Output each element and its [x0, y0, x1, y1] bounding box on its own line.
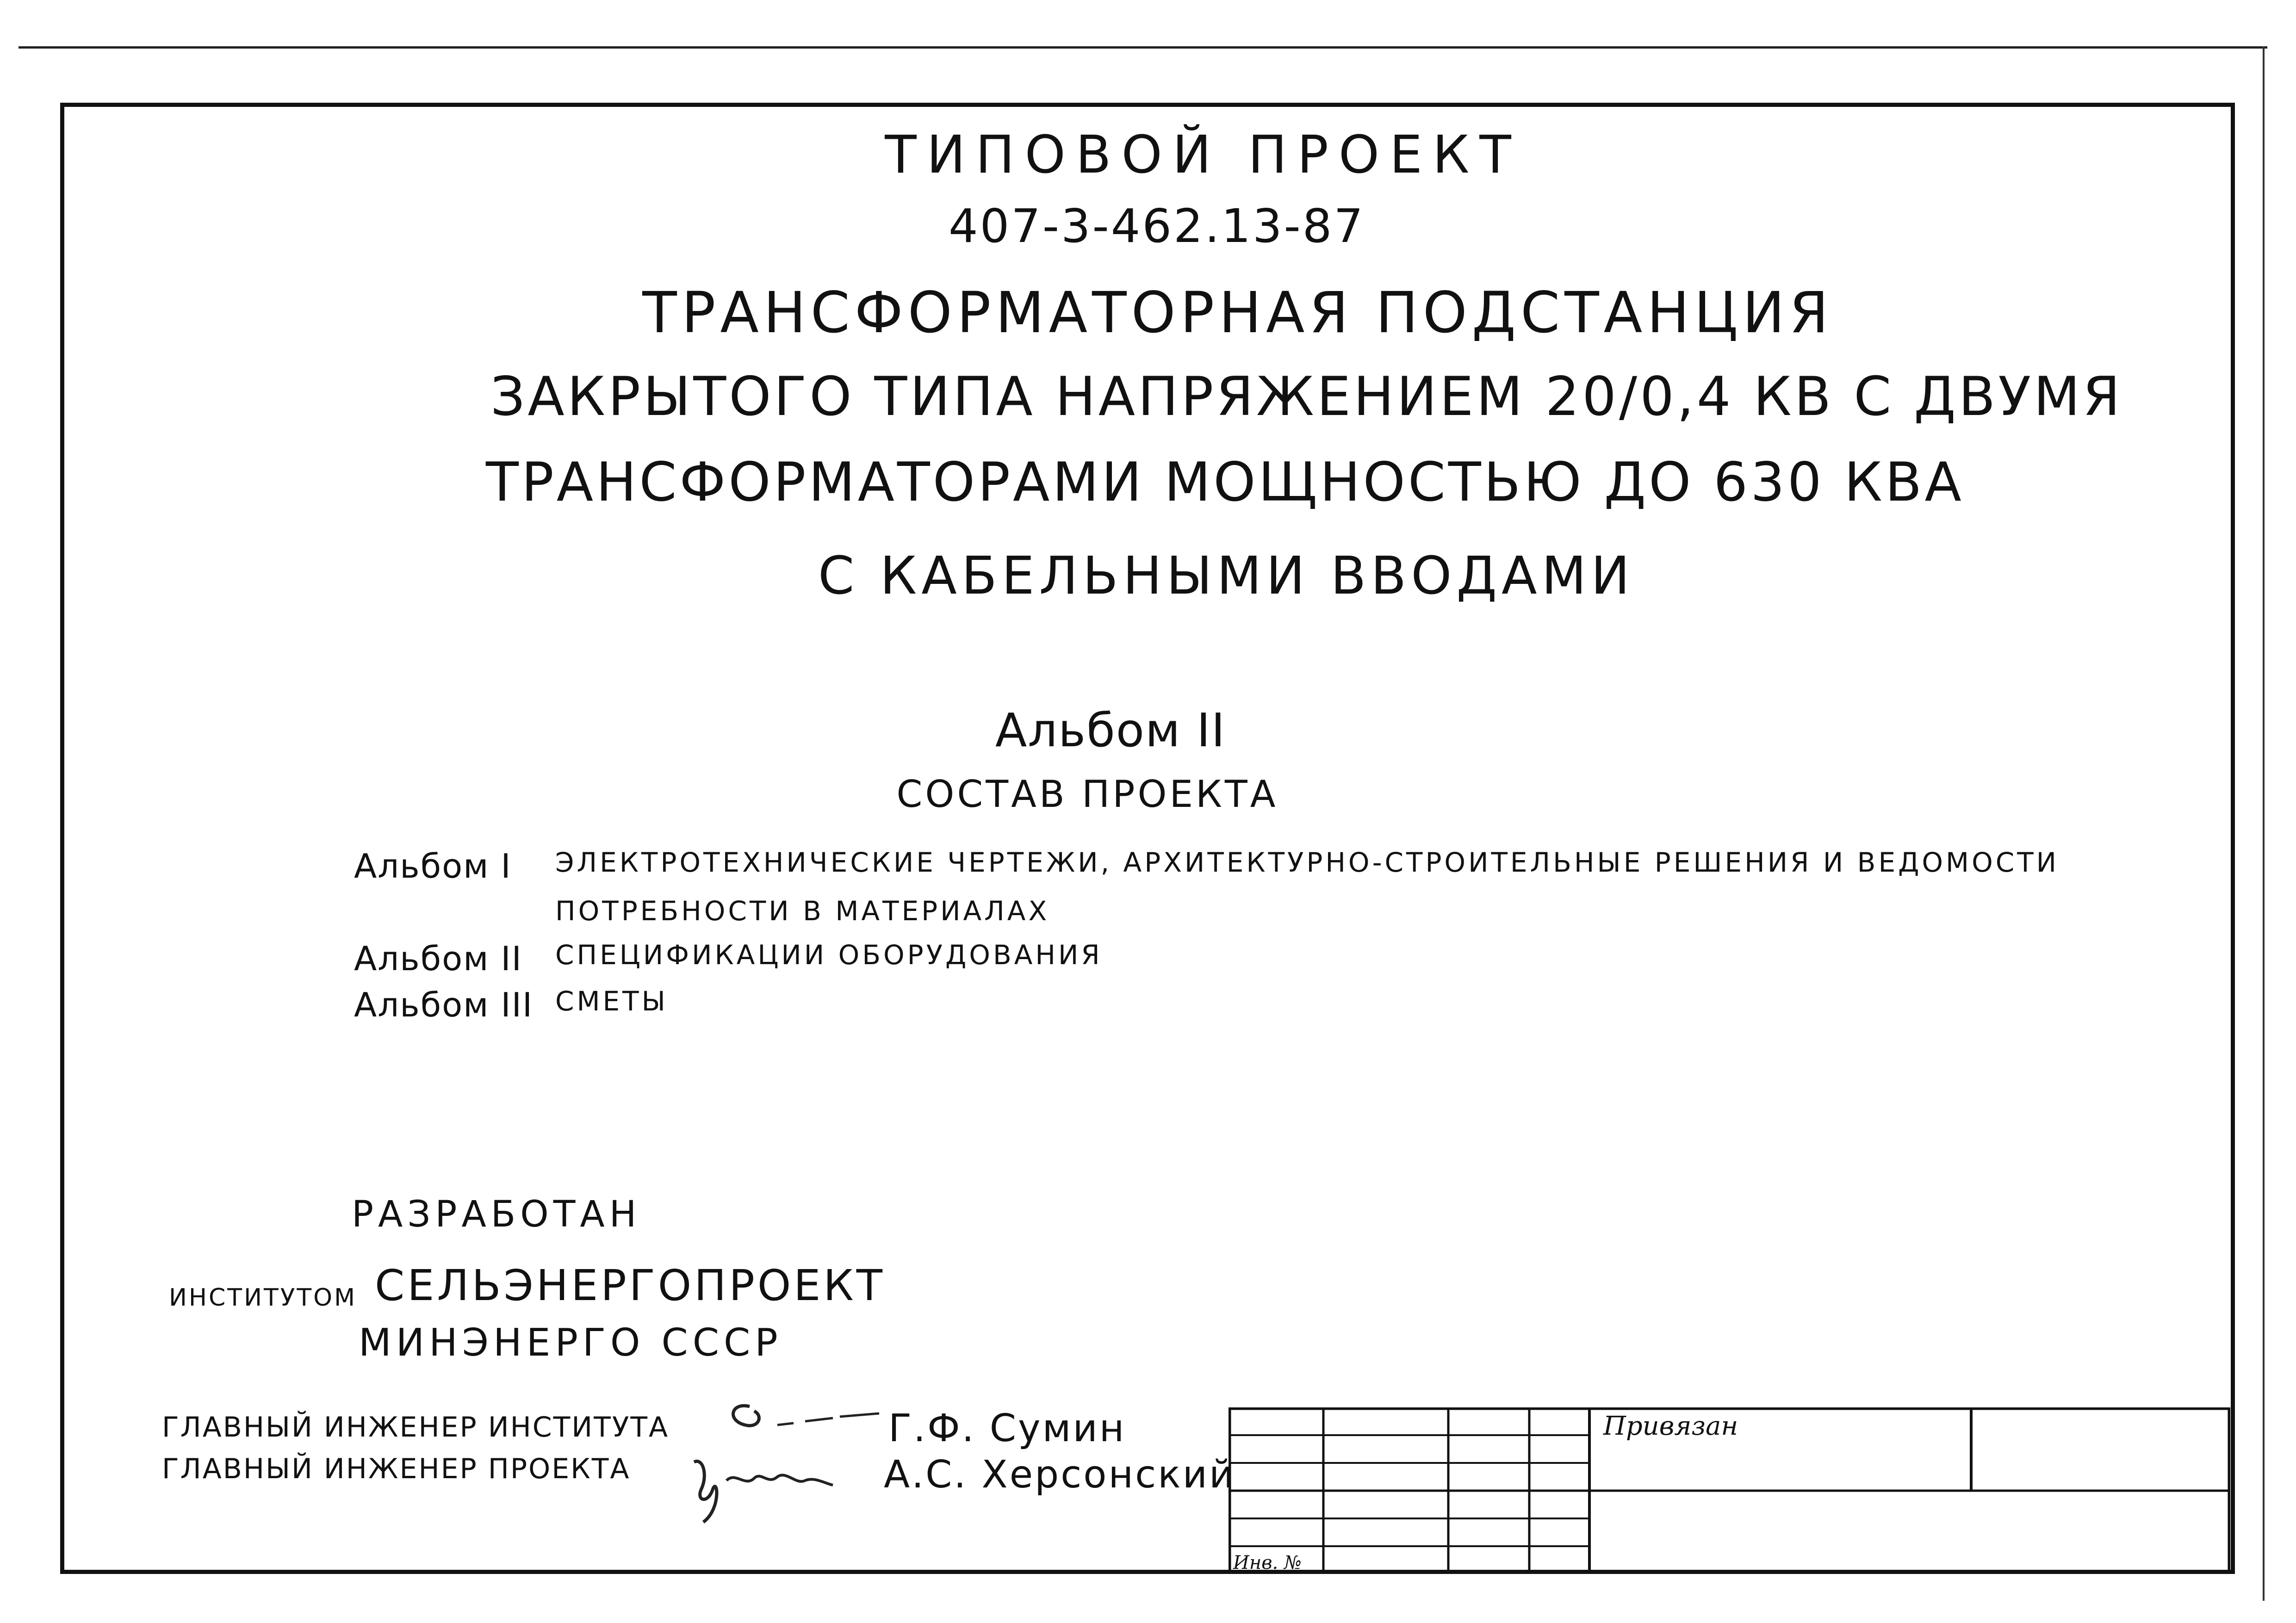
album-2-text: СПЕЦИФИКАЦИИ ОБОРУДОВАНИЯ: [555, 939, 1103, 971]
album-2-label: Альбом II: [354, 939, 522, 978]
chief-engineer-institute-role: ГЛАВНЫЙ ИНЖЕНЕР ИНСТИТУТА: [162, 1411, 670, 1443]
chief-engineer-project-role: ГЛАВНЫЙ ИНЖЕНЕР ПРОЕКТА: [162, 1453, 631, 1485]
album-heading: Альбом II: [995, 703, 1226, 757]
project-name-line-1: ТРАНСФОРМАТОРНАЯ ПОДСТАНЦИЯ: [642, 280, 1833, 346]
document-type: ТИПОВОЙ ПРОЕКТ: [885, 125, 1521, 185]
project-code: 407-3-462.13-87: [949, 199, 1365, 253]
signatory-name-sumin: Г.Ф. Сумин: [888, 1406, 1126, 1450]
signature-khersonsky: [676, 1443, 870, 1527]
sheet-right-edge: [2263, 46, 2265, 1601]
signature-sumin: [713, 1393, 898, 1448]
project-name-line-3: ТРАНСФОРМАТОРАМИ МОЩНОСТЬЮ ДО 630 КВА: [486, 451, 1964, 514]
stamp-inventory-label: Инв. №: [1233, 1552, 1302, 1573]
ministry-name: МИНЭНЕРГО СССР: [359, 1321, 782, 1365]
album-1-text: ЭЛЕКТРОТЕХНИЧЕСКИЕ ЧЕРТЕЖИ, АРХИТЕКТУРНО-СТРОИТЕЛЬНЫЕ РЕШЕНИЯ И ВЕДОМОСТИ: [555, 847, 2060, 878]
album-3-label: Альбом III: [354, 985, 534, 1024]
sheet-top-edge: [19, 46, 2267, 49]
institute-name: СЕЛЬЭНЕРГОПРОЕКТ: [375, 1261, 885, 1310]
developed-label: РАЗРАБОТАН: [352, 1194, 641, 1235]
project-name-line-2: ЗАКРЫТОГО ТИПА НАПРЯЖЕНИЕМ 20/0,4 КВ С ДВУМЯ: [490, 365, 2123, 428]
composition-heading: СОСТАВ ПРОЕКТА: [896, 773, 1278, 816]
institute-label: ИНСТИТУТОМ: [169, 1284, 357, 1312]
album-3-text: СМЕТЫ: [555, 985, 668, 1017]
album-1-text-continued: ПОТРЕБНОСТИ В МАТЕРИАЛАХ: [555, 895, 1050, 927]
project-name-line-4: С КАБЕЛЬНЫМИ ВВОДАМИ: [818, 546, 1634, 606]
stamp-bound-label: Привязан: [1603, 1411, 1738, 1441]
album-1-label: Альбом I: [354, 847, 512, 886]
signatory-name-khersonsky: А.С. Херсонский: [884, 1453, 1236, 1497]
